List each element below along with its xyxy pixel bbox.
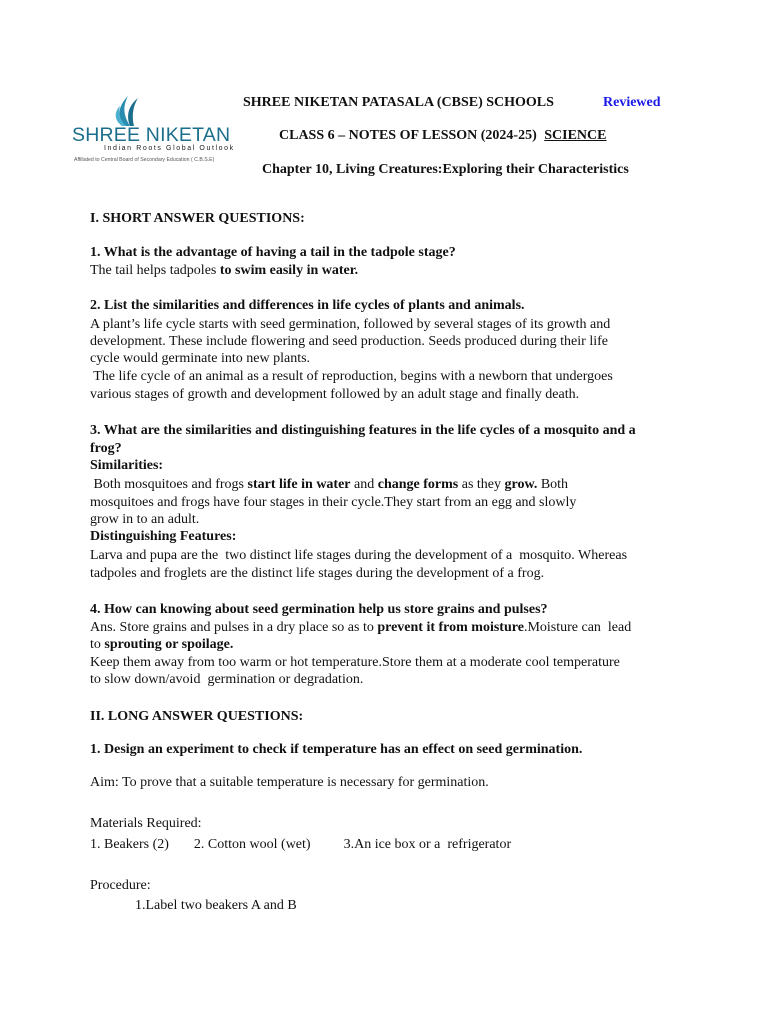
q1-answer [90, 262, 358, 279]
q3-similarities-line: Both mosquitoes and frogs start life in water and change forms as they grow. Both [90, 477, 569, 492]
section2-title: II. LONG ANSWER QUESTIONS: [90, 709, 304, 724]
q2-question: 2. List the similarities and differences in life cycles of plants and animals. [90, 298, 525, 313]
q4-answer-line: Ans. Store grains and pulses in a dry place so as to prevent it from moisture.Moisture can lead [90, 620, 632, 635]
material-item: 2. Cotton wool (wet) [193, 837, 311, 852]
material-item: 1. Beakers (2) [90, 837, 169, 852]
aim-text: Aim: To prove that a suitable temperature is necessary for germination. [90, 775, 489, 790]
q4-question: 4. How can knowing about seed germination help us store grains and pulses? [90, 602, 548, 617]
subject-title: SCIENCE [544, 128, 607, 143]
logo-affiliation: Affiliated to Central Board of Secondary Education ( C.B.S.E) [74, 157, 215, 163]
q3-similarities-line: mosquitoes and frogs have four stages in their cycle.They start from an egg and slowly [90, 495, 577, 510]
flame-emblem-icon [110, 92, 150, 128]
q3-similarities-title: Similarities: [90, 458, 164, 473]
procedure-title: Procedure: [90, 878, 151, 893]
materials-list [90, 836, 511, 853]
q4-answer-line: to slow down/avoid germination or degradation. [90, 672, 364, 687]
q4-answer-line: Keep them away from too warm or hot temperature.Store them at a moderate cool temperature [90, 655, 620, 670]
class-line [279, 128, 607, 144]
q2-answer-line: development. These include flowering and seed production. Seeds produced during their life [90, 334, 608, 349]
q2-answer-line: cycle would germinate into new plants. [90, 351, 311, 366]
logo-tagline: Indian Roots Global Outlook [104, 145, 235, 152]
q2-answer-line: A plant’s life cycle starts with seed germination, followed by several stages of its growth and [90, 317, 611, 332]
q1-question: 1. What is the advantage of having a tail in the tadpole stage? [90, 245, 456, 260]
status-badge: Reviewed [603, 95, 661, 110]
material-item: 3.An ice box or a refrigerator [343, 837, 512, 852]
q3-distinguishing-line: tadpoles and froglets are the distinct life stages during the development of a frog. [90, 566, 545, 581]
class-title: CLASS 6 – NOTES OF LESSON (2024-25) [279, 128, 537, 143]
q1-answer-text: The tail helps tadpoles [90, 263, 220, 278]
school-name: SHREE NIKETAN PATASALA (CBSE) SCHOOLS [243, 95, 554, 110]
q3-similarities-line: grow in to an adult. [90, 512, 200, 527]
q3-distinguishing-line: Larva and pupa are the two distinct life stages during the development of a mosquito. Whereas [90, 548, 628, 563]
logo-name: SHREE NIKETAN [72, 124, 231, 146]
section1-title: I. SHORT ANSWER QUESTIONS: [90, 211, 305, 226]
procedure-step: 1.Label two beakers A and B [135, 898, 297, 913]
q3-question: 3. What are the similarities and distinguishing features in the life cycles of a mosquito and a [90, 423, 636, 438]
q1-answer-bold: to swim easily in water. [219, 263, 359, 278]
q3-question-cont: frog? [90, 441, 122, 456]
chapter-title: Chapter 10, Living Creatures:Exploring their Characteristics [262, 162, 629, 177]
q2-answer-line: The life cycle of an animal as a result of reproduction, begins with a newborn that undergoes [90, 369, 613, 384]
q4-answer-line: to sprouting or spoilage. [90, 637, 234, 652]
q2-answer-line: various stages of growth and development followed by an adult stage and finally death. [90, 387, 580, 402]
materials-title: Materials Required: [90, 816, 202, 831]
q3-distinguishing-title: Distinguishing Features: [90, 529, 237, 544]
long-q1-question: 1. Design an experiment to check if temperature has an effect on seed germination. [90, 742, 583, 757]
